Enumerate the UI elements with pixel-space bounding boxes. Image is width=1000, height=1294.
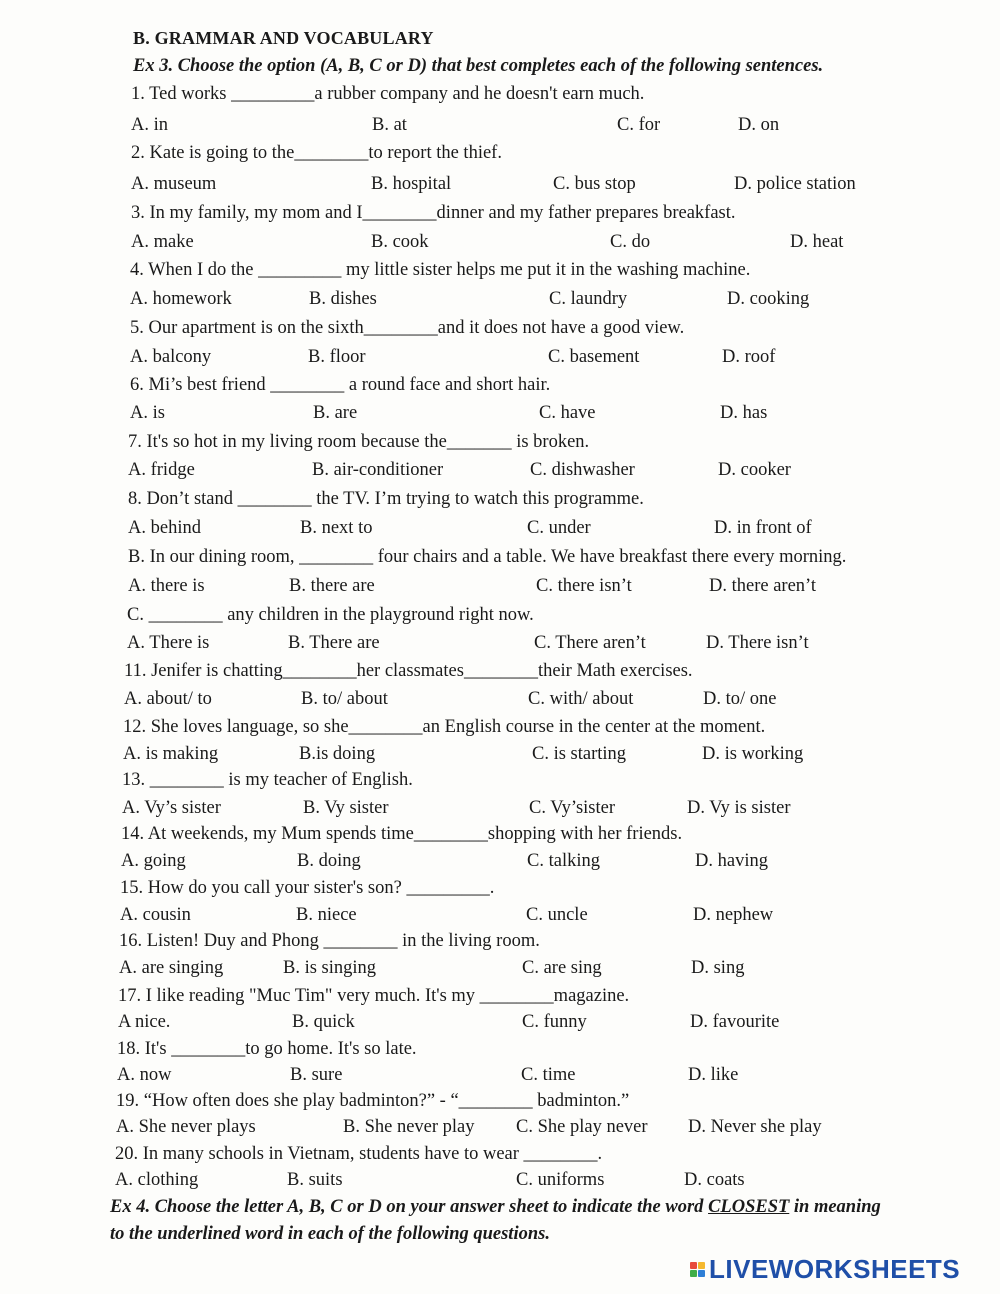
- answer-option-c: C. with/ about: [528, 689, 634, 709]
- answer-option-b: B. sure: [290, 1065, 343, 1085]
- answer-option-b: B. floor: [308, 347, 366, 367]
- answer-option-a: A. is making: [123, 744, 219, 764]
- ex4-instruction-after: in meaning: [789, 1197, 881, 1217]
- answer-option-d: D. having: [695, 851, 768, 871]
- answer-option-c: C. for: [617, 115, 661, 135]
- answer-option-d: D. police station: [734, 174, 856, 194]
- answer-option-d: D. favourite: [690, 1012, 780, 1032]
- question-stem: B. In our dining room, ________ four chairs and a table. We have breakfast there every morning.: [128, 547, 847, 567]
- answer-option-b: B. doing: [297, 851, 361, 871]
- question-stem: 3. In my family, my mom and I________dinner and my father prepares breakfast.: [131, 203, 736, 223]
- question-stem: 1. Ted works _________a rubber company and he doesn't earn much.: [131, 84, 645, 104]
- liveworksheets-watermark: [690, 1254, 960, 1284]
- answer-option-c: C. talking: [527, 851, 600, 871]
- question-stem: C. ________ any children in the playground right now.: [127, 605, 534, 625]
- answer-option-a: A. fridge: [128, 460, 195, 480]
- answer-option-d: D. There isn’t: [706, 633, 809, 653]
- liveworksheets-logo-icon: [690, 1262, 705, 1277]
- answer-option-c: C. There aren’t: [534, 633, 646, 653]
- question-stem: 12. She loves language, so she________an English course in the center at the moment.: [123, 717, 766, 737]
- question-stem: 14. At weekends, my Mum spends time________shopping with her friends.: [121, 824, 683, 844]
- answer-option-a: A. make: [131, 232, 194, 252]
- answer-option-c: C. She play never: [516, 1117, 648, 1137]
- answer-option-a: A nice.: [118, 1012, 171, 1032]
- answer-option-d: D. is working: [702, 744, 804, 764]
- answer-option-a: A. balcony: [130, 347, 212, 367]
- logo-square-blue: [698, 1270, 705, 1277]
- answer-option-c: C. there isn’t: [536, 576, 632, 596]
- answer-option-b: B. there are: [289, 576, 375, 596]
- answer-option-a: A. about/ to: [124, 689, 212, 709]
- answer-option-d: D. nephew: [693, 905, 774, 925]
- answer-option-b: B. are: [313, 403, 358, 423]
- answer-option-a: A. clothing: [115, 1170, 199, 1190]
- answer-option-b: B. to/ about: [301, 689, 388, 709]
- section-title: B. GRAMMAR AND VOCABULARY: [133, 28, 434, 48]
- question-stem: 6. Mi’s best friend ________ a round face and short hair.: [130, 375, 551, 395]
- answer-option-b: B. hospital: [371, 174, 452, 194]
- answer-option-a: A. in: [131, 115, 168, 135]
- logo-square-red: [690, 1262, 697, 1269]
- answer-option-c: C. basement: [548, 347, 640, 367]
- answer-option-d: D. there aren’t: [709, 576, 817, 596]
- answer-option-c: C. have: [539, 403, 596, 423]
- answer-option-d: D. heat: [790, 232, 844, 252]
- answer-option-c: C. are sing: [522, 958, 602, 978]
- question-stem: 18. It's ________to go home. It's so late.: [117, 1039, 417, 1059]
- answer-option-a: A. museum: [131, 174, 217, 194]
- answer-option-b: B. next to: [300, 518, 373, 538]
- answer-option-b: B. at: [372, 115, 407, 135]
- question-stem: 4. When I do the _________ my little sister helps me put it in the washing machine.: [130, 260, 751, 280]
- question-stem: 20. In many schools in Vietnam, students have to wear ________.: [115, 1144, 603, 1164]
- answer-option-d: D. has: [720, 403, 768, 423]
- question-stem: 16. Listen! Duy and Phong ________ in the living room.: [119, 931, 540, 951]
- answer-option-d: D. Vy is sister: [687, 798, 791, 818]
- answer-option-b: B. There are: [288, 633, 380, 653]
- answer-option-a: A. now: [117, 1065, 172, 1085]
- answer-option-c: C. uniforms: [516, 1170, 605, 1190]
- question-stem: 17. I like reading "Muc Tim" very much. It's my ________magazine.: [118, 986, 630, 1006]
- logo-square-yellow: [698, 1262, 705, 1269]
- answer-option-c: C. under: [527, 518, 591, 538]
- answer-option-d: D. in front of: [714, 518, 812, 538]
- answer-option-b: B. suits: [287, 1170, 343, 1190]
- answer-option-b: B. She never play: [343, 1117, 475, 1137]
- answer-option-a: A. there is: [128, 576, 205, 596]
- ex4-keyword: CLOSEST: [708, 1197, 790, 1217]
- answer-option-d: D. Never she play: [688, 1117, 822, 1137]
- question-stem: 15. How do you call your sister's son? _________.: [120, 878, 495, 898]
- question-stem: 13. ________ is my teacher of English.: [122, 770, 413, 790]
- answer-option-c: C. Vy’sister: [529, 798, 616, 818]
- answer-option-d: D. cooker: [718, 460, 791, 480]
- answer-option-c: C. funny: [522, 1012, 587, 1032]
- answer-option-c: C. do: [610, 232, 651, 252]
- answer-option-d: D. coats: [684, 1170, 745, 1190]
- answer-option-d: D. roof: [722, 347, 776, 367]
- answer-option-a: A. cousin: [120, 905, 191, 925]
- answer-option-c: C. time: [521, 1065, 576, 1085]
- answer-option-a: A. She never plays: [116, 1117, 256, 1137]
- ex4-instruction-before: Ex 4. Choose the letter A, B, C or D on your answer sheet to indicate the word: [110, 1197, 709, 1217]
- answer-option-a: A. going: [121, 851, 186, 871]
- answer-option-a: A. is: [130, 403, 165, 423]
- answer-option-c: C. is starting: [532, 744, 627, 764]
- answer-option-a: A. behind: [128, 518, 201, 538]
- answer-option-c: C. laundry: [549, 289, 628, 309]
- answer-option-c: C. bus stop: [553, 174, 636, 194]
- question-stem: 8. Don’t stand ________ the TV. I’m trying to watch this programme.: [128, 489, 644, 509]
- answer-option-a: A. There is: [127, 633, 210, 653]
- question-stem: 7. It's so hot in my living room because the_______ is broken.: [128, 432, 590, 452]
- answer-option-b: B. Vy sister: [303, 798, 389, 818]
- answer-option-d: D. to/ one: [703, 689, 777, 709]
- ex4-instruction-line1: [110, 1196, 881, 1218]
- answer-option-a: A. homework: [130, 289, 232, 309]
- question-stem: 19. “How often does she play badminton?” - “________ badminton.”: [116, 1091, 630, 1111]
- answer-option-a: A. are singing: [119, 958, 224, 978]
- answer-option-c: C. dishwasher: [530, 460, 635, 480]
- answer-option-b: B. quick: [292, 1012, 355, 1032]
- answer-option-b: B. is singing: [283, 958, 377, 978]
- answer-option-d: D. on: [738, 115, 780, 135]
- answer-option-d: D. sing: [691, 958, 745, 978]
- question-stem: 5. Our apartment is on the sixth________and it does not have a good view.: [130, 318, 685, 338]
- answer-option-b: B.is doing: [299, 744, 376, 764]
- answer-option-d: D. like: [688, 1065, 739, 1085]
- question-stem: 11. Jenifer is chatting________her classmates________their Math exercises.: [124, 661, 693, 681]
- liveworksheets-logo-text: LIVEWORKSHEETS: [709, 1253, 961, 1284]
- answer-option-d: D. cooking: [727, 289, 810, 309]
- answer-option-b: B. air-conditioner: [312, 460, 444, 480]
- answer-option-a: A. Vy’s sister: [122, 798, 221, 818]
- ex4-instruction-line2: to the underlined word in each of the following questions.: [110, 1224, 550, 1244]
- question-stem: 2. Kate is going to the________to report the thief.: [131, 143, 502, 163]
- answer-option-b: B. niece: [296, 905, 357, 925]
- answer-option-c: C. uncle: [526, 905, 588, 925]
- answer-option-b: B. dishes: [309, 289, 377, 309]
- logo-square-green: [690, 1270, 697, 1277]
- ex3-instruction: Ex 3. Choose the option (A, B, C or D) that best completes each of the following sentences.: [133, 56, 824, 76]
- answer-option-b: B. cook: [371, 232, 429, 252]
